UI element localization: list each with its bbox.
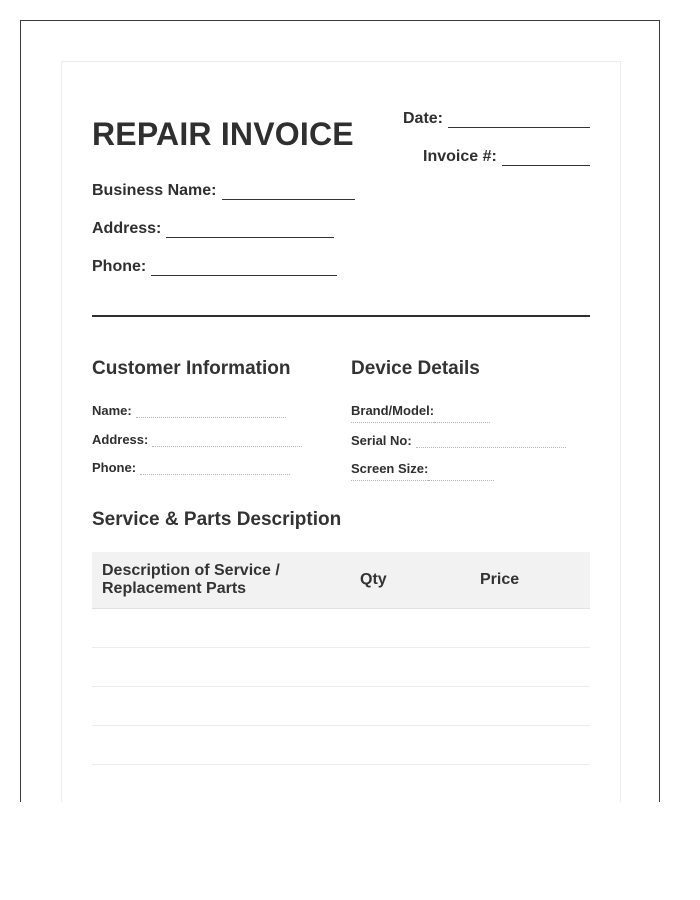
business-phone-label: Phone:	[92, 258, 147, 275]
device-details-heading: Device Details	[351, 358, 480, 379]
business-address-label: Address:	[92, 220, 162, 237]
serial-no-blank[interactable]	[416, 435, 566, 448]
table-row[interactable]	[92, 609, 590, 648]
brand-model-label: Brand/Model:	[351, 403, 434, 423]
customer-name-label: Name:	[92, 403, 132, 418]
date-field[interactable]	[403, 110, 590, 128]
screen-size-field[interactable]	[351, 461, 494, 481]
invoice-number-blank[interactable]	[502, 151, 590, 166]
serial-no-field[interactable]	[351, 433, 566, 448]
business-address-blank[interactable]	[166, 223, 334, 238]
customer-address-field[interactable]	[92, 432, 302, 447]
invoice-number-label: Invoice #:	[423, 148, 497, 165]
business-phone-blank[interactable]	[151, 261, 337, 276]
business-phone-field[interactable]	[92, 258, 337, 276]
business-name-blank[interactable]	[222, 185, 355, 200]
header-divider	[92, 315, 590, 317]
customer-address-blank[interactable]	[152, 434, 302, 447]
date-blank[interactable]	[448, 113, 590, 128]
column-header-qty: Qty	[360, 571, 387, 588]
customer-phone-blank[interactable]	[140, 462, 290, 475]
services-heading: Service & Parts Description	[92, 509, 342, 530]
customer-address-label: Address:	[92, 432, 149, 447]
table-header	[92, 552, 590, 609]
column-header-description: Description of Service / Replacement Parts	[102, 562, 280, 597]
serial-no-label: Serial No:	[351, 433, 412, 448]
business-name-label: Business Name:	[92, 182, 217, 199]
invoice-number-field[interactable]	[423, 148, 590, 166]
brand-model-field[interactable]	[351, 403, 490, 423]
business-name-field[interactable]	[92, 182, 355, 200]
table-row[interactable]	[92, 687, 590, 726]
customer-phone-label: Phone:	[92, 460, 137, 475]
invoice-title: REPAIR INVOICE	[92, 116, 354, 152]
customer-info-heading: Customer Information	[92, 358, 291, 379]
business-address-field[interactable]	[92, 220, 334, 238]
customer-phone-field[interactable]	[92, 460, 290, 475]
screen-size-blank[interactable]	[428, 468, 494, 481]
table-row[interactable]	[92, 648, 590, 687]
customer-name-blank[interactable]	[136, 405, 286, 418]
services-table	[92, 552, 590, 765]
column-header-price: Price	[480, 571, 520, 588]
brand-model-blank[interactable]	[434, 410, 490, 423]
date-label: Date:	[403, 110, 444, 127]
screen-size-label: Screen Size:	[351, 461, 428, 481]
table-row[interactable]	[92, 726, 590, 765]
customer-name-field[interactable]	[92, 403, 286, 418]
